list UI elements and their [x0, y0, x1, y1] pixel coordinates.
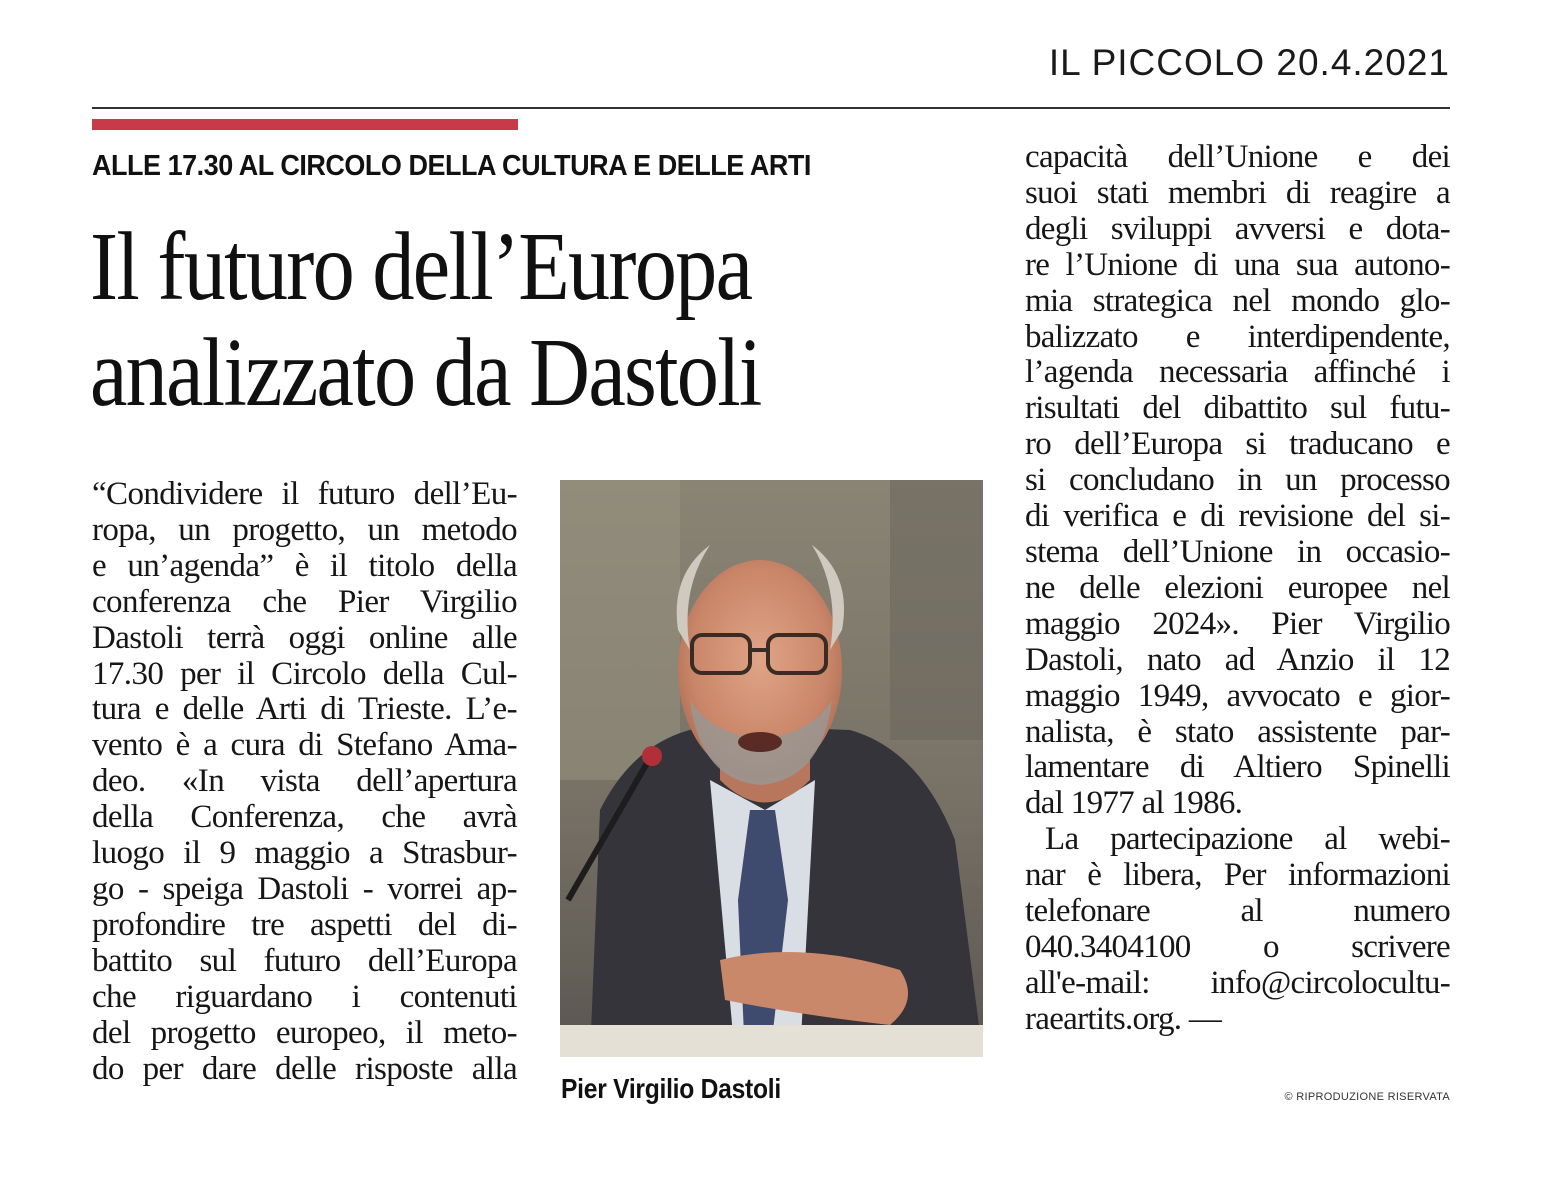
- text-line: del progetto europeo, il meto-: [92, 1014, 517, 1051]
- text-line: go - speiga Dastoli - vorrei ap-: [92, 870, 517, 907]
- text-line: “Condividere il futuro dell’Eu-: [92, 476, 517, 512]
- article-column-right: [1025, 140, 1450, 1038]
- accent-bar: [92, 119, 518, 130]
- text-line: balizzato e interdipendente,: [1025, 318, 1450, 355]
- text-line: risultati del dibattito sul futu-: [1025, 390, 1450, 427]
- text-line: mia strategica nel mondo glo-: [1025, 282, 1450, 319]
- text-line: maggio 1949, avvocato e gior-: [1025, 677, 1450, 714]
- text-line: 17.30 per il Circolo della Cul-: [92, 655, 517, 692]
- text-line: battito sul futuro dell’Europa: [92, 942, 517, 979]
- text-line: che riguardano i contenuti: [92, 978, 517, 1015]
- text-line: deo. «In vista dell’apertura: [92, 763, 517, 800]
- text-line: do per dare delle risposte alla: [92, 1050, 517, 1087]
- text-line: Dastoli, nato ad Anzio il 12: [1025, 641, 1450, 678]
- text-line: si concludano in un processo: [1025, 462, 1450, 499]
- text-line: della Conferenza, che avrà: [92, 799, 517, 836]
- copyright-notice: © RIPRODUZIONE RISERVATA: [1284, 1091, 1450, 1103]
- text-line: l’agenda necessaria affinché i: [1025, 354, 1450, 391]
- text-line: capacità dell’Unione e dei: [1025, 139, 1450, 175]
- text-line: vento è a cura di Stefano Ama-: [92, 727, 517, 764]
- text-line: ro dell’Europa si traducano e: [1025, 426, 1450, 463]
- text-line: nar è libera, Per informazioni: [1025, 857, 1450, 894]
- kicker: ALLE 17.30 AL CIRCOLO DELLA CULTURA E DELLE ARTI: [92, 150, 811, 182]
- headline: [90, 214, 870, 426]
- top-rule: [92, 107, 1450, 109]
- text-line: all'e-mail: info@circolocultu-: [1025, 964, 1450, 1001]
- text-line: luogo il 9 maggio a Strasbur-: [92, 835, 517, 872]
- text-line: degli sviluppi avversi e dota-: [1025, 210, 1450, 247]
- headline-line-2: analizzato da Dastoli: [90, 319, 761, 427]
- text-line: e un’agenda” è il titolo della: [92, 547, 517, 584]
- text-line: Dastoli terrà oggi online alle: [92, 619, 517, 656]
- photo-caption: Pier Virgilio Dastoli: [561, 1073, 781, 1104]
- text-line: lamentare di Altiero Spinelli: [1025, 749, 1450, 786]
- text-line: raeartits.org. —: [1025, 1000, 1222, 1037]
- text-line: re l’Unione di una sua autono-: [1025, 246, 1450, 283]
- text-line: conferenza che Pier Virgilio: [92, 583, 517, 620]
- text-line: telefonare al numero: [1025, 893, 1450, 930]
- text-line: maggio 2024». Pier Virgilio: [1025, 605, 1450, 642]
- text-line: ne delle elezioni europee nel: [1025, 569, 1450, 606]
- headline-line-1: Il futuro dell’Europa: [90, 213, 752, 321]
- masthead: IL PICCOLO 20.4.2021: [1048, 42, 1450, 83]
- text-line: stema dell’Unione in occasio-: [1025, 533, 1450, 570]
- text-line: profondire tre aspetti del di-: [92, 906, 517, 943]
- text-line: dal 1977 al 1986.: [1025, 785, 1243, 822]
- text-line: 040.3404100 o scrivere: [1025, 928, 1450, 965]
- text-line: suoi stati membri di reagire a: [1025, 174, 1450, 211]
- text-line: tura e delle Arti di Trieste. L’e-: [92, 691, 517, 728]
- text-line: di verifica e di revisione del si-: [1025, 498, 1450, 535]
- portrait-image: [560, 480, 983, 1057]
- article-column-left: [92, 477, 517, 1087]
- text-line: ropa, un progetto, un metodo: [92, 511, 517, 548]
- text-line: nalista, è stato assistente par-: [1025, 713, 1450, 750]
- text-line: La partecipazione al webi-: [1045, 821, 1450, 858]
- portrait-photo: [560, 480, 983, 1057]
